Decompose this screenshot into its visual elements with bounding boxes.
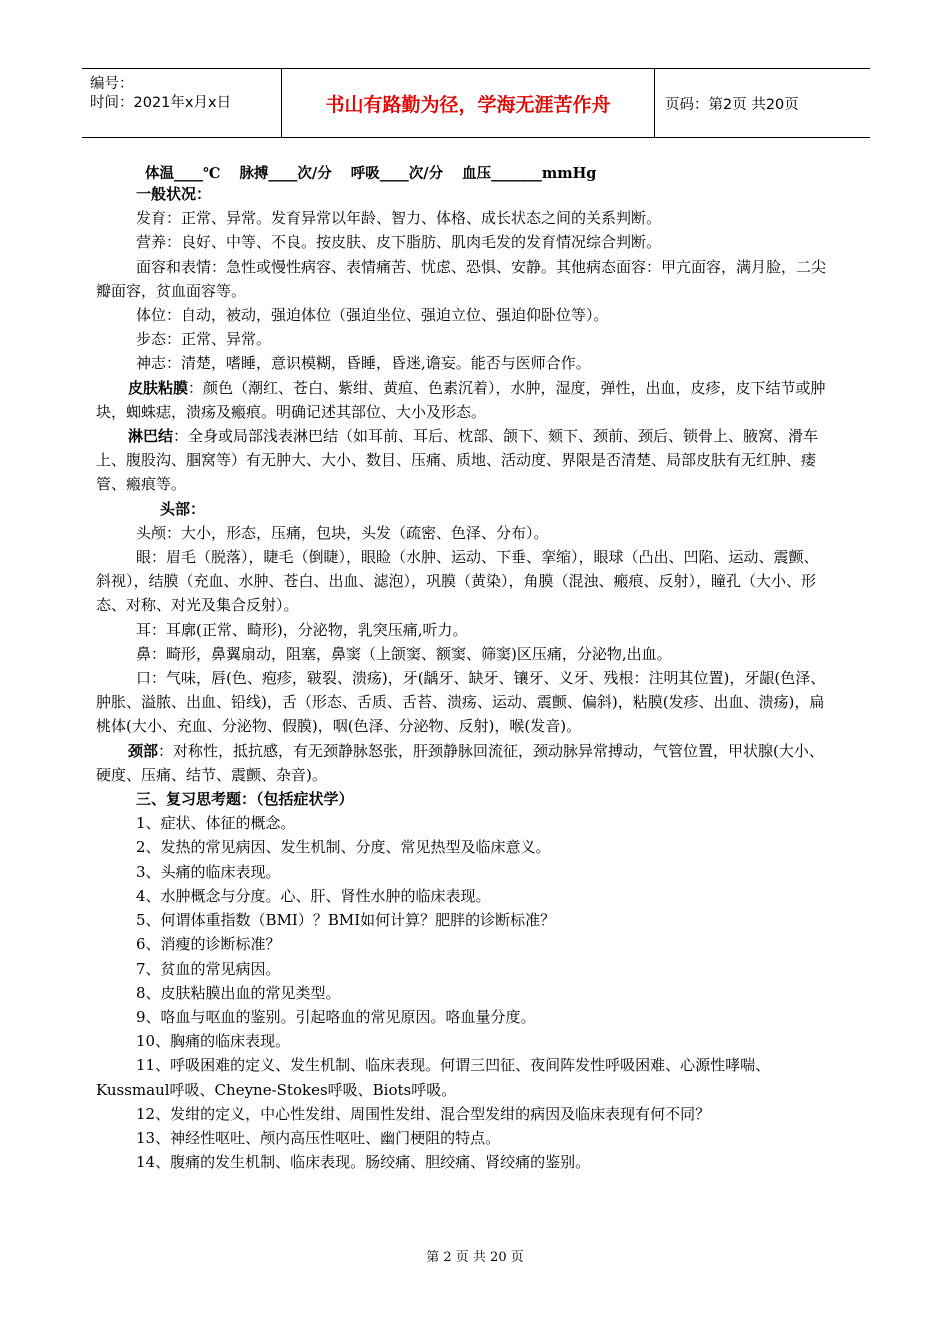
page-footer: 第 2 页 共 20 页 xyxy=(426,1250,524,1265)
head-skull: 头颅：大小，形态，压痛，包块，头发（疏密、色泽、分布）。 xyxy=(136,523,549,542)
review-item: 7、贫血的常见病因。 xyxy=(136,959,281,978)
page-header xyxy=(82,68,870,138)
general-face: 面容和表情：急性或慢性病容、表情痛苦、忧虑、恐惧、安静。其他病态面容：甲亢面容，满月脸，二尖瓣面容，贫血面容等。 xyxy=(96,257,827,300)
vital-resp: 呼吸____次/分 xyxy=(350,165,444,182)
review-item: 4、水肿概念与分度。心、肝、肾性水肿的临床表现。 xyxy=(136,886,491,905)
header-page-info: 页码：第2页 共20页 xyxy=(665,96,799,113)
review-item: 12、发绀的定义，中心性发绀、周围性发绀、混合型发绀的病因及临床表现有何不同？ xyxy=(136,1104,711,1123)
review-item: 3、头痛的临床表现。 xyxy=(136,862,281,881)
number-label: 编号： xyxy=(90,76,134,92)
neck-paragraph xyxy=(96,739,830,787)
vital-pulse: 脉搏____次/分 xyxy=(239,165,332,182)
general-gait: 步态：正常、异常。 xyxy=(136,330,272,349)
header-meta xyxy=(82,69,282,137)
head-eye: 眼：眉毛（脱落），睫毛（倒睫），眼睑（水肿、运动、下垂、挛缩），眼球（凸出、凹陷、运动、震颤、斜视），结膜（充血、水肿、苍白、出血、滤泡），巩膜（黄染），角膜（混浊、瘢痕、反射），瞳孔（大小、形态、对称、对光及集合反射）。 xyxy=(96,548,819,615)
review-item: 1、症状、体征的概念。 xyxy=(136,814,296,833)
skin-text: ：颜色（潮红、苍白、紫绀、黄疸、色素沉着），水肿，湿度，弹性，出血，皮疹，皮下结节或肿块，蜘蛛痣，溃疡及瘢痕。明确记述其部位、大小及形态。 xyxy=(96,378,826,421)
general-position: 体位：自动，被动，强迫体位（强迫坐位、强迫立位、强迫仰卧位等）。 xyxy=(136,306,609,325)
date-label: 时间：2021年x月x日 xyxy=(90,95,232,111)
review-item: 11、呼吸困难的定义、发生机制、临床表现。何谓三凹征、夜间阵发性呼吸困难、心源性哮喘、Kussmaul呼吸、Cheyne-Stokes呼吸、Biots呼吸。 xyxy=(96,1056,771,1099)
neck-label: 颈部 xyxy=(128,741,159,760)
review-item: 5、何谓体重指数（BMI）？BMI如何计算？肥胖的诊断标准？ xyxy=(136,911,556,930)
lymph-paragraph xyxy=(96,424,830,497)
document-body xyxy=(96,182,830,1174)
lymph-text: ：全身或局部浅表淋巴结（如耳前、耳后、枕部、颌下、颏下、颈前、颈后、锁骨上、腋窝、滑车上、腹股沟、腘窝等）有无肿大、大小、数目、压痛、质地、活动度、界限是否清楚、局部皮肤有无红肿、瘘管、瘢痕等。 xyxy=(96,427,819,494)
general-title: 一般状况： xyxy=(136,185,212,203)
header-motto: 书山有路勤为径，学海无涯苦作舟 xyxy=(282,69,655,137)
vital-bp: 血压_______mmHg xyxy=(462,165,597,182)
lymph-label: 淋巴结 xyxy=(128,427,174,446)
review-item: 6、消瘦的诊断标准？ xyxy=(136,935,281,954)
general-nutrition: 营养：良好、中等、不良。按皮肤、皮下脂肪、肌肉毛发的发育情况综合判断。 xyxy=(136,233,662,252)
review-item: 2、发热的常见病因、发生机制、分度、常见热型及临床意义。 xyxy=(136,838,551,857)
general-development: 发育：正常、异常。发育异常以年龄、智力、体格、成长状态之间的关系判断。 xyxy=(136,209,662,228)
general-consciousness: 神志：清楚，嗜睡，意识模糊，昏睡，昏迷,谵妄。能否与医师合作。 xyxy=(136,354,591,373)
vitals-line xyxy=(145,162,610,183)
review-item: 8、皮肤粘膜出血的常见类型。 xyxy=(136,983,341,1002)
head-title: 头部： xyxy=(160,499,206,518)
review-item: 10、胸痛的临床表现。 xyxy=(136,1032,291,1051)
review-item: 9、咯血与呕血的鉴别。引起咯血的常见原因。咯血量分度。 xyxy=(136,1007,536,1026)
vital-temp: 体温____℃ xyxy=(145,165,221,182)
skin-label: 皮肤粘膜 xyxy=(128,378,189,397)
head-nose: 鼻：畸形，鼻翼扇动，阻塞，鼻窦（上颌窦、额窦、筛窦)区压痛，分泌物,出血。 xyxy=(136,644,672,663)
head-ear: 耳：耳廓(正常、畸形)，分泌物，乳突压痛,听力。 xyxy=(136,620,468,639)
review-item: 14、腹痛的发生机制、临床表现。肠绞痛、胆绞痛、肾绞痛的鉴别。 xyxy=(136,1153,591,1172)
review-item: 13、神经性呕吐、颅内高压性呕吐、幽门梗阻的特点。 xyxy=(136,1128,501,1147)
skin-paragraph xyxy=(96,376,830,424)
neck-text: ：对称性，抵抗感，有无颈静脉怒张，肝颈静脉回流征，颈动脉异常搏动，气管位置，甲状腺(大小、硬度、压痛、结节、震颤、杂音)。 xyxy=(96,741,824,784)
review-list xyxy=(96,811,830,1174)
review-title: 三、复习思考题：（包括症状学） xyxy=(136,790,354,809)
head-mouth: 口：气味，唇(色、疱疹，皲裂、溃疡)，牙(龋牙、缺牙、镶牙、义牙、残根：注明其位置)，牙龈(色泽、肿胀、溢脓、出血、铅线)，舌（形态、舌质、舌苔、溃疡、运动、震颤、偏斜)，粘膜(发疹、出血、溃疡)，扁桃体(大小、充血、分泌物、假膜)，咽(色泽、分泌物、反射)，喉(发音)。 xyxy=(96,669,826,736)
